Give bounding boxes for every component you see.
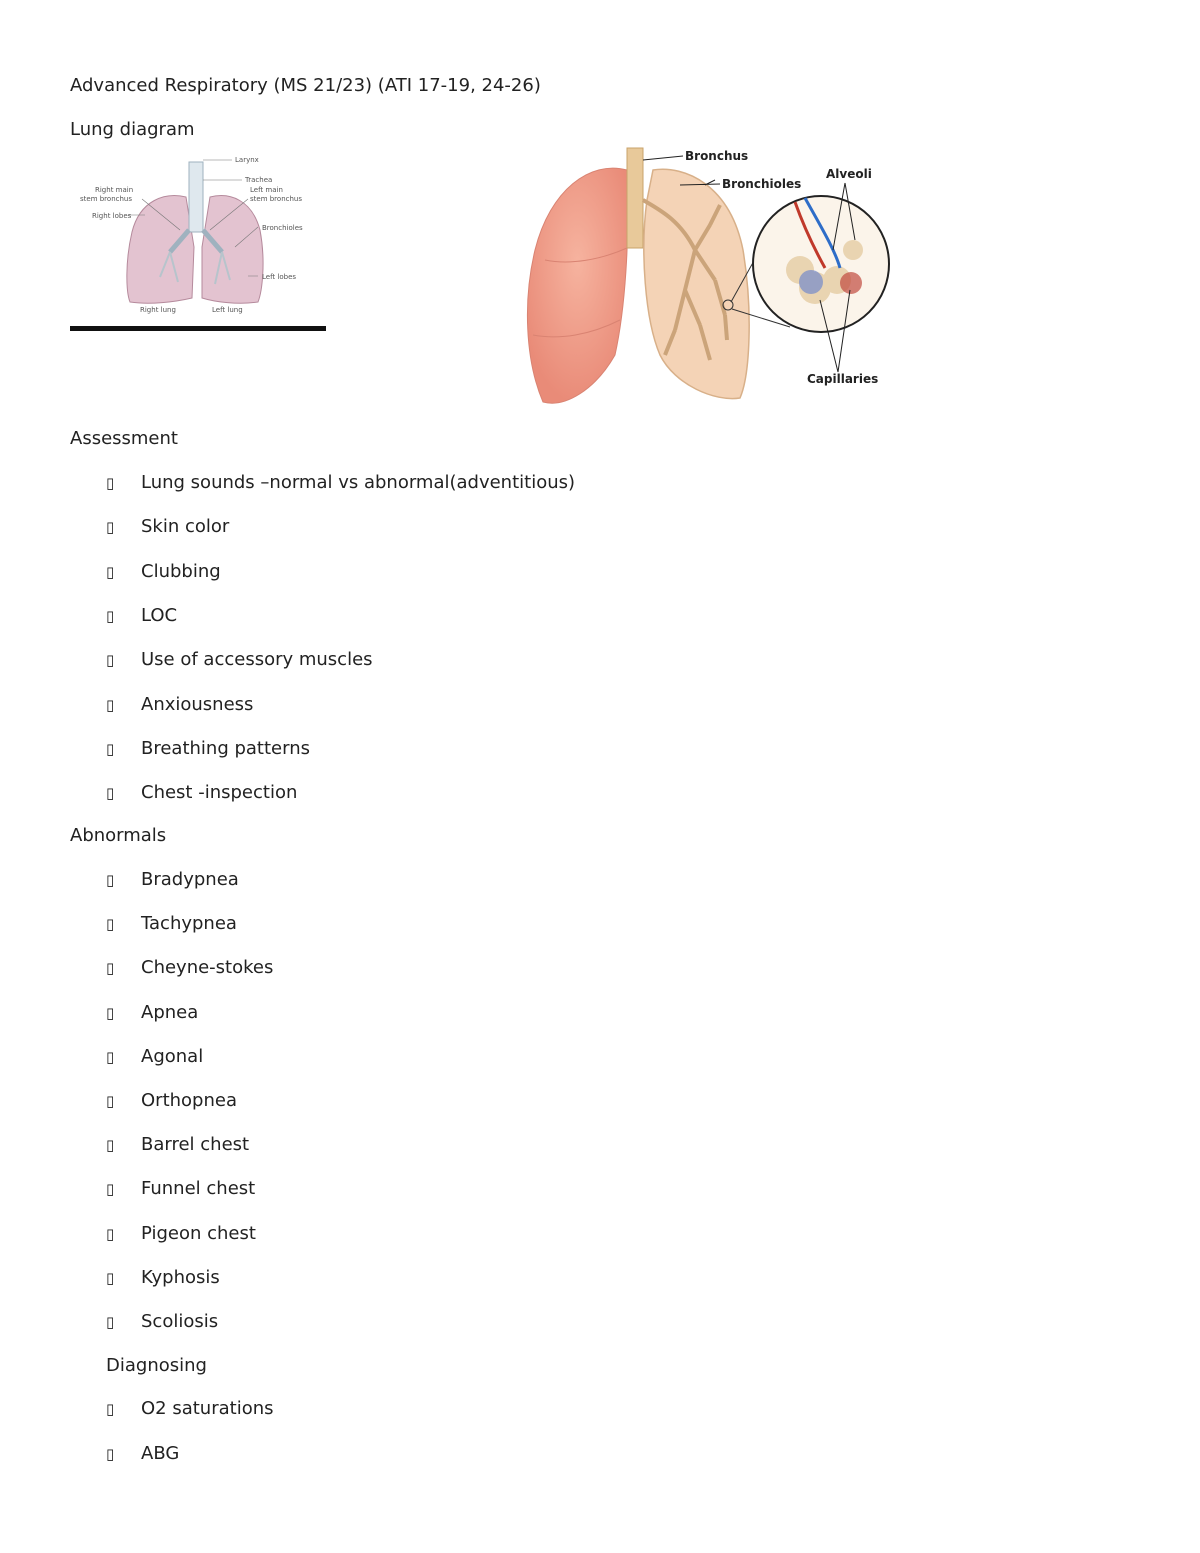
label-capillaries: Capillaries: [807, 372, 879, 386]
list-item: [106, 1177, 255, 1201]
list-item: [106, 956, 273, 980]
large-lung-diagram: [515, 140, 915, 410]
label-right-lobes: Right lobes: [92, 212, 132, 220]
label-right-main: Right main: [95, 186, 134, 194]
list-item: [106, 471, 575, 495]
list-item-text: LOC: [141, 604, 178, 626]
assessment-heading: Assessment: [70, 428, 178, 449]
bullet-icon: ▯: [106, 784, 115, 803]
bullet-icon: ▯: [106, 959, 115, 978]
list-item-text: Scoliosis: [141, 1311, 219, 1332]
bullet-icon: ▯: [106, 1136, 115, 1155]
bullet-icon: ▯: [106, 915, 115, 934]
label-left-main: Left main: [250, 186, 283, 194]
list-item: [106, 1133, 249, 1157]
bullet-icon: ▯: [106, 518, 115, 537]
bullet-icon: ▯: [106, 1445, 115, 1463]
bullet-icon: ▯: [106, 1224, 115, 1243]
list-item-text: Breathing patterns: [141, 737, 310, 759]
label-left-lung: Left lung: [212, 306, 243, 314]
label-bronchus: Bronchus: [685, 149, 749, 163]
list-item-text: Cheyne-stokes: [141, 957, 274, 979]
list-item: [106, 868, 239, 892]
bullet-icon: ▯: [106, 1092, 115, 1110]
list-item: [106, 737, 310, 761]
list-item-text: Kyphosis: [141, 1266, 220, 1288]
bullet-icon: ▯: [106, 474, 115, 492]
document-title: Advanced Respiratory (MS 21/23) (ATI 17-19, 24-26): [70, 75, 541, 96]
lung-diagram-heading: Lung diagram: [70, 119, 195, 140]
list-item-text: ABG: [141, 1443, 180, 1464]
list-item-text: Bradypnea: [141, 869, 239, 890]
bullet-icon: ▯: [106, 695, 115, 714]
list-item-text: Barrel chest: [141, 1134, 250, 1156]
diagnosing-heading: Diagnosing: [106, 1355, 207, 1376]
list-item: [106, 1397, 274, 1421]
label-left-main-2: stem bronchus: [250, 195, 302, 203]
bullet-icon: ▯: [106, 1180, 115, 1199]
bullet-icon: ▯: [106, 606, 115, 625]
bullet-icon: ▯: [106, 871, 115, 889]
bullet-icon: ▯: [106, 1400, 115, 1418]
list-item-text: Agonal: [141, 1045, 204, 1067]
list-item: [106, 1089, 237, 1113]
list-item: [106, 1442, 179, 1466]
list-item-text: Chest -inspection: [141, 782, 298, 804]
bullet-icon: ▯: [106, 739, 115, 758]
list-item-text: Tachypnea: [141, 913, 237, 935]
label-left-lobes: Left lobes: [262, 273, 297, 281]
list-item: [106, 604, 177, 628]
bullet-icon: ▯: [106, 562, 115, 581]
list-item: [106, 1222, 256, 1246]
bullet-icon: ▯: [106, 1003, 115, 1022]
list-item: [106, 1001, 198, 1025]
label-alveoli: Alveoli: [826, 167, 872, 181]
small-lung-diagram: [70, 152, 328, 334]
label-trachea: Trachea: [245, 176, 273, 184]
list-item-text: O2 saturations: [141, 1398, 274, 1419]
bullet-icon: ▯: [106, 1313, 115, 1331]
list-item-text: Apnea: [141, 1001, 199, 1023]
label-right-lung: Right lung: [140, 306, 176, 314]
bullet-icon: ▯: [106, 1268, 115, 1287]
list-item: [106, 693, 253, 717]
label-larynx: Larynx: [235, 156, 259, 164]
abnormals-heading: Abnormals: [70, 825, 167, 846]
list-item-text: Orthopnea: [141, 1090, 237, 1111]
list-item-text: Skin color: [141, 516, 230, 538]
list-item: [106, 912, 237, 936]
list-item: [106, 515, 229, 539]
list-item: [106, 1045, 203, 1069]
list-item: [106, 1310, 218, 1334]
list-item: [106, 781, 297, 805]
list-item-text: Use of accessory muscles: [141, 649, 373, 671]
bullet-icon: ▯: [106, 1047, 115, 1066]
list-item-text: Lung sounds –normal vs abnormal(adventitious): [141, 472, 576, 493]
label-bronchioles: Bronchioles: [262, 224, 303, 232]
list-item: [106, 648, 373, 672]
label-bronchioles: Bronchioles: [722, 177, 802, 191]
label-right-main-2: stem bronchus: [80, 195, 132, 203]
list-item-text: Funnel chest: [141, 1178, 256, 1200]
list-item: [106, 560, 221, 584]
bullet-icon: ▯: [106, 651, 115, 670]
list-item: [106, 1266, 220, 1290]
list-item-text: Pigeon chest: [141, 1222, 256, 1244]
list-item-text: Clubbing: [141, 560, 221, 582]
list-item-text: Anxiousness: [141, 693, 254, 715]
